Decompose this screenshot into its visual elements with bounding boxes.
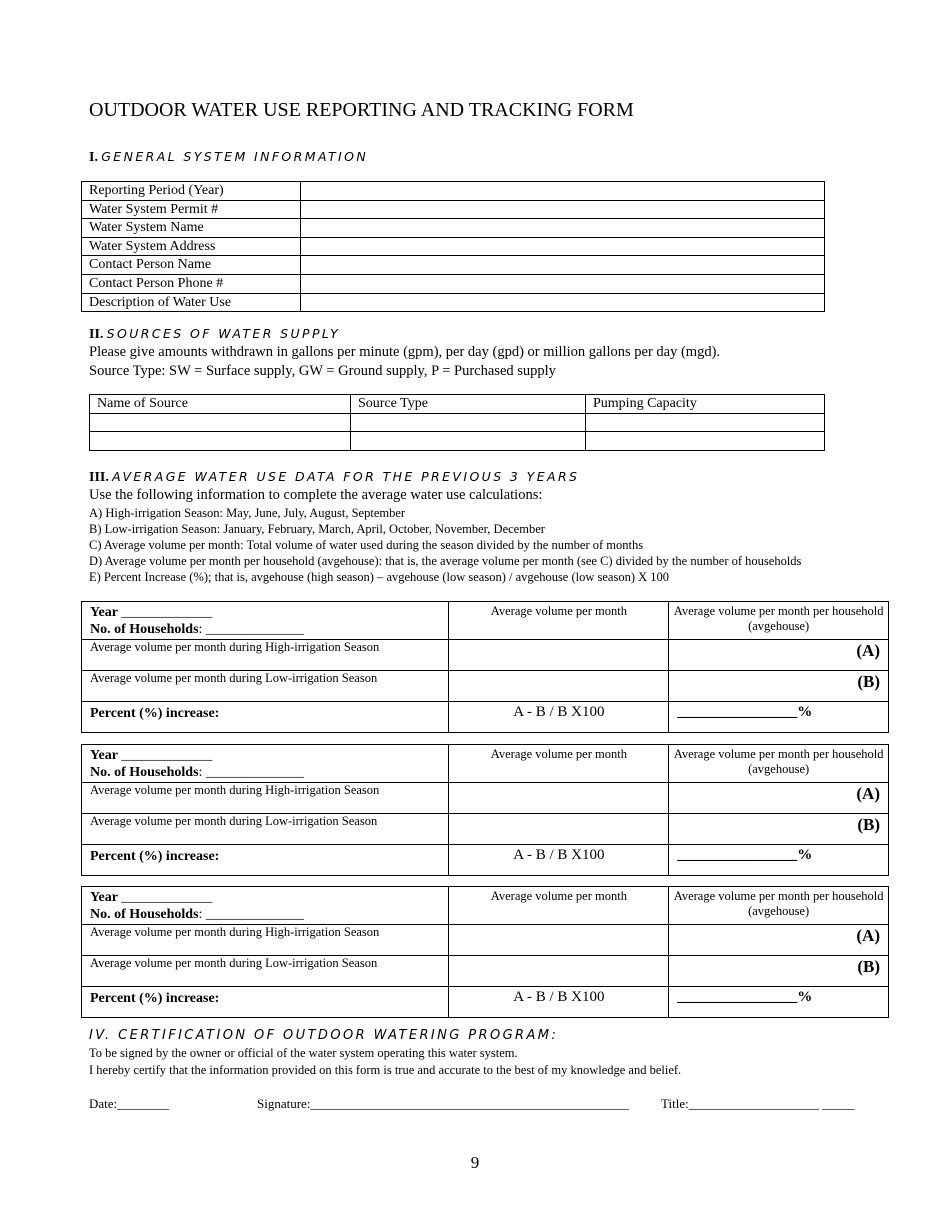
section-3-heading (89, 469, 579, 486)
list-item: B) Low-irrigation Season: January, February, March, April, October, November, December (89, 522, 545, 536)
input-field[interactable] (301, 274, 825, 293)
section-3-intro: Use the following information to complete the average water use calculations: (89, 487, 543, 503)
households-blank: : ______________ (198, 765, 304, 780)
high-season-label: Average volume per month during High-irrigation Season (82, 783, 449, 814)
input-field[interactable] (449, 956, 669, 987)
input-field[interactable] (301, 237, 825, 256)
low-season-label: Average volume per month during Low-irrigation Season (82, 814, 449, 845)
input-field[interactable] (90, 413, 351, 432)
table-header-row (82, 887, 889, 925)
table-row (82, 671, 889, 702)
mark-a[interactable]: (A) (669, 640, 889, 671)
row-label: Water System Name (82, 219, 301, 238)
input-field[interactable] (301, 256, 825, 275)
table-row (82, 814, 889, 845)
table-row (90, 432, 825, 451)
year-blank: _____________ (121, 748, 213, 763)
table-row (82, 219, 825, 238)
households-blank: : ______________ (198, 907, 304, 922)
percent-field[interactable]: ________________% (669, 702, 889, 733)
year-table-2 (81, 744, 889, 876)
table-row (82, 640, 889, 671)
column-header-avg-volume: Average volume per month (449, 745, 669, 783)
page-number: 9 (470, 1153, 480, 1172)
list-item: D) Average volume per month per household (avgehouse): that is, the average volume per month (see C) divided by the number of households (89, 554, 802, 568)
formula: A - B / B X100 (449, 845, 669, 876)
column-header-avgehouse: Average volume per month per household (avgehouse) (669, 745, 889, 783)
table-row (82, 702, 889, 733)
form-title: OUTDOOR WATER USE REPORTING AND TRACKING FORM (89, 99, 634, 121)
year-table-1 (81, 601, 889, 733)
table-row (82, 987, 889, 1018)
year-blank: _____________ (121, 605, 213, 620)
mark-a[interactable]: (A) (669, 925, 889, 956)
table-header-row (90, 395, 825, 414)
mark-a[interactable]: (A) (669, 783, 889, 814)
column-header-type: Source Type (351, 395, 586, 414)
input-field[interactable] (449, 925, 669, 956)
input-field[interactable] (301, 182, 825, 201)
column-header-avg-volume: Average volume per month (449, 602, 669, 640)
sources-table (89, 394, 825, 451)
households-blank: : ______________ (198, 622, 304, 637)
input-field[interactable] (301, 293, 825, 312)
low-season-label: Average volume per month during Low-irrigation Season (82, 671, 449, 702)
mark-b[interactable]: (B) (669, 956, 889, 987)
input-field[interactable] (351, 413, 586, 432)
section-3-list (89, 505, 801, 585)
formula: A - B / B X100 (449, 702, 669, 733)
high-season-label: Average volume per month during High-irrigation Season (82, 640, 449, 671)
column-header-avgehouse: Average volume per month per household (avgehouse) (669, 602, 889, 640)
section-4-heading: IV. CERTIFICATION OF OUTDOOR WATERING PROGRAM: (89, 1028, 559, 1043)
year-households-cell[interactable] (82, 887, 449, 925)
general-info-table (81, 181, 825, 312)
households-label: No. of Households (90, 907, 199, 922)
date-field[interactable]: Date:________ (89, 1096, 170, 1111)
input-field[interactable] (449, 671, 669, 702)
percent-field[interactable]: ________________% (669, 987, 889, 1018)
households-label: No. of Households (90, 765, 199, 780)
year-label: Year (90, 748, 118, 763)
list-item: A) High-irrigation Season: May, June, July, August, September (89, 506, 406, 520)
table-row (82, 293, 825, 312)
list-item: C) Average volume per month: Total volume of water used during the season divided by the number of months (89, 538, 644, 552)
year-households-cell[interactable] (82, 745, 449, 783)
table-header-row (82, 602, 889, 640)
input-field[interactable] (351, 432, 586, 451)
year-label: Year (90, 890, 118, 905)
column-header-capacity: Pumping Capacity (586, 395, 825, 414)
section-3-title: AVERAGE WATER USE DATA FOR THE PREVIOUS 3 YEARS (112, 469, 580, 484)
section-2-number: II. (89, 327, 104, 342)
input-field[interactable] (449, 640, 669, 671)
households-label: No. of Households (90, 622, 199, 637)
input-field[interactable] (301, 200, 825, 219)
section-3-number: III. (89, 470, 109, 485)
row-label: Reporting Period (Year) (82, 182, 301, 201)
low-season-label: Average volume per month during Low-irrigation Season (82, 956, 449, 987)
year-table-3 (81, 886, 889, 1018)
signature-field[interactable]: Signature:_________________________________________________ (257, 1096, 629, 1111)
table-row (82, 956, 889, 987)
table-row (82, 274, 825, 293)
section-1-number: I. (89, 150, 98, 165)
input-field[interactable] (586, 432, 825, 451)
mark-b[interactable]: (B) (669, 814, 889, 845)
list-item: E) Percent Increase (%); that is, avgehouse (high season) – avgehouse (low season) / avgehouse (low season) X 100 (89, 570, 670, 584)
high-season-label: Average volume per month during High-irrigation Season (82, 925, 449, 956)
section-2-line-1: Please give amounts withdrawn in gallons per minute (gpm), per day (gpd) or million gallons per day (mgd). (89, 344, 721, 360)
mark-b[interactable]: (B) (669, 671, 889, 702)
certification-line-2: I hereby certify that the information provided on this form is true and accurate to the best of my knowledge and belief. (89, 1063, 682, 1077)
percent-label: Percent (%) increase: (82, 987, 449, 1018)
title-field[interactable]: Title:____________________ _____ (661, 1096, 855, 1111)
year-blank: _____________ (121, 890, 213, 905)
section-1-title: GENERAL SYSTEM INFORMATION (101, 149, 369, 164)
section-2-line-2: Source Type: SW = Surface supply, GW = Ground supply, P = Purchased supply (89, 363, 556, 379)
table-row (82, 845, 889, 876)
year-label: Year (90, 605, 118, 620)
column-header-name: Name of Source (90, 395, 351, 414)
table-row (82, 925, 889, 956)
input-field[interactable] (586, 413, 825, 432)
certification-line-1: To be signed by the owner or official of the water system operating this water system. (89, 1046, 518, 1060)
table-row (82, 182, 825, 201)
column-header-avgehouse: Average volume per month per household (avgehouse) (669, 887, 889, 925)
section-2-heading (89, 326, 340, 343)
percent-field[interactable]: ________________% (669, 845, 889, 876)
percent-label: Percent (%) increase: (82, 702, 449, 733)
row-label: Water System Permit # (82, 200, 301, 219)
input-field[interactable] (90, 432, 351, 451)
section-1-heading (89, 149, 368, 166)
formula: A - B / B X100 (449, 987, 669, 1018)
input-field[interactable] (301, 219, 825, 238)
column-header-avg-volume: Average volume per month (449, 887, 669, 925)
table-header-row (82, 745, 889, 783)
row-label: Water System Address (82, 237, 301, 256)
row-label: Description of Water Use (82, 293, 301, 312)
input-field[interactable] (449, 814, 669, 845)
input-field[interactable] (449, 783, 669, 814)
table-row (82, 237, 825, 256)
percent-label: Percent (%) increase: (82, 845, 449, 876)
row-label: Contact Person Name (82, 256, 301, 275)
row-label: Contact Person Phone # (82, 274, 301, 293)
year-households-cell[interactable] (82, 602, 449, 640)
table-row (82, 783, 889, 814)
table-row (82, 200, 825, 219)
section-2-title: SOURCES OF WATER SUPPLY (106, 326, 341, 341)
table-row (82, 256, 825, 275)
table-row (90, 413, 825, 432)
